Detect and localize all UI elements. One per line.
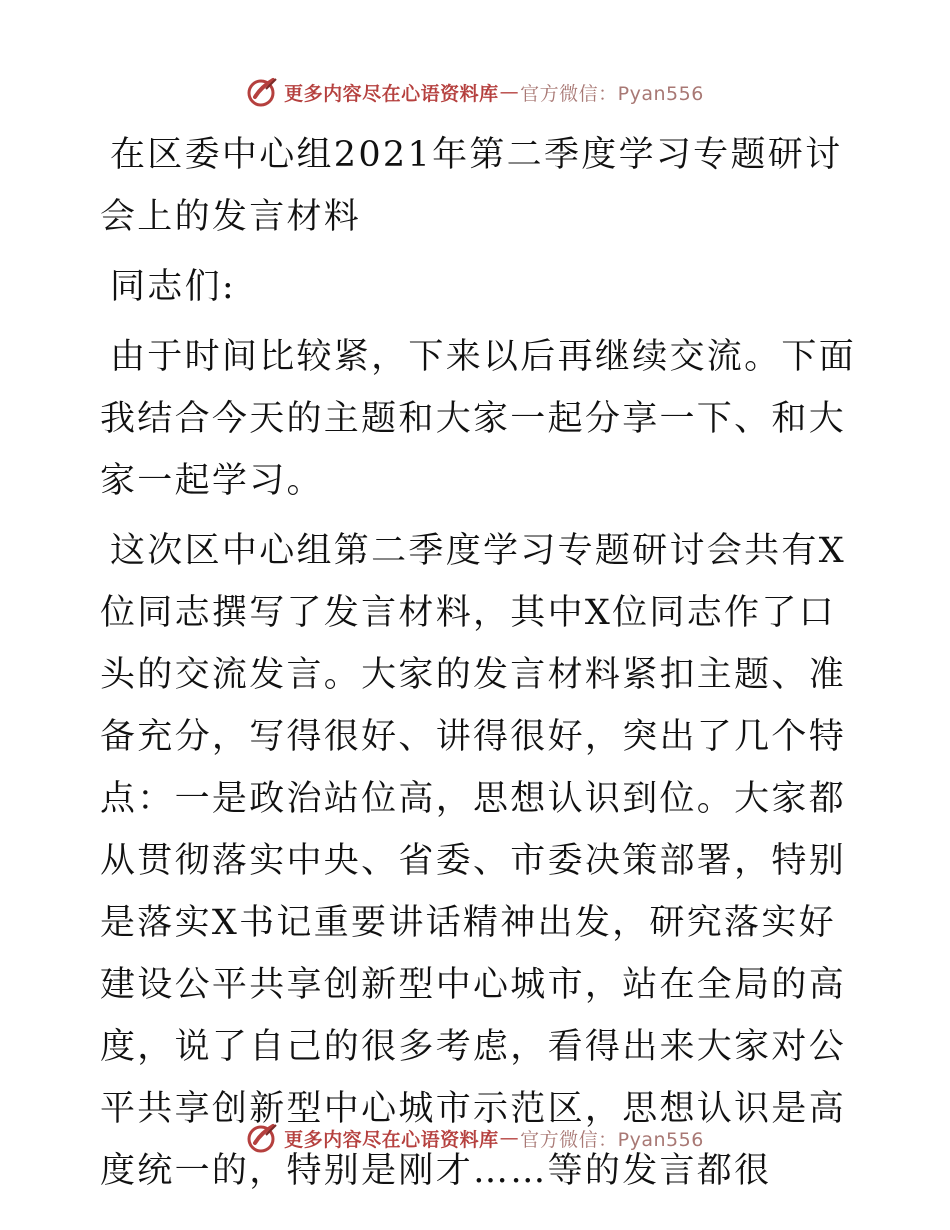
watermark-separator: —	[499, 81, 520, 103]
watermark-main-text: 更多内容尽在心语资料库	[284, 1128, 499, 1151]
watermark-main-text: 更多内容尽在心语资料库	[284, 82, 499, 105]
document-title: 在区委中心组2021年第二季度学习专题研讨会上的发言材料	[100, 135, 843, 237]
paragraph-intro: 由于时间比较紧，下来以后再继续交流。下面我结合今天的主题和大家一起分享一下、和大家一起学习。	[100, 337, 857, 501]
watermark-suffix-text: 官方微信：Pyan556	[520, 1128, 704, 1151]
paragraph-main: 这次区中心组第二季度学习专题研讨会共有X位同志撰写了发言材料，其中X位同志作了口头的交流发言。大家的发言材料紧扣主题、准备充分，写得很好、讲得很好，突出了几个特点：一是政治站位高，思想认识到位。大家都从贯彻落实中央、省委、市委决策部署，特别是落实X书记重要讲话精神出发，研究落实好建设公平共享创新型中心城市，站在全局的高度，说了自己的很多考虑，看得出来大家对公平共享创新型中心城市示范区，思想认识是高度统一的，特别是刚才……等的发言都很	[100, 531, 847, 1191]
document-body	[100, 124, 856, 1202]
footer-watermark	[0, 1118, 950, 1158]
paragraph-salutation: 同志们:	[110, 267, 236, 307]
watermark-separator: —	[499, 1127, 520, 1149]
watermark-suffix-text: 官方微信：Pyan556	[520, 82, 704, 105]
header-watermark	[0, 72, 950, 112]
brush-seal-icon	[246, 75, 280, 109]
brush-seal-icon	[246, 1121, 280, 1155]
